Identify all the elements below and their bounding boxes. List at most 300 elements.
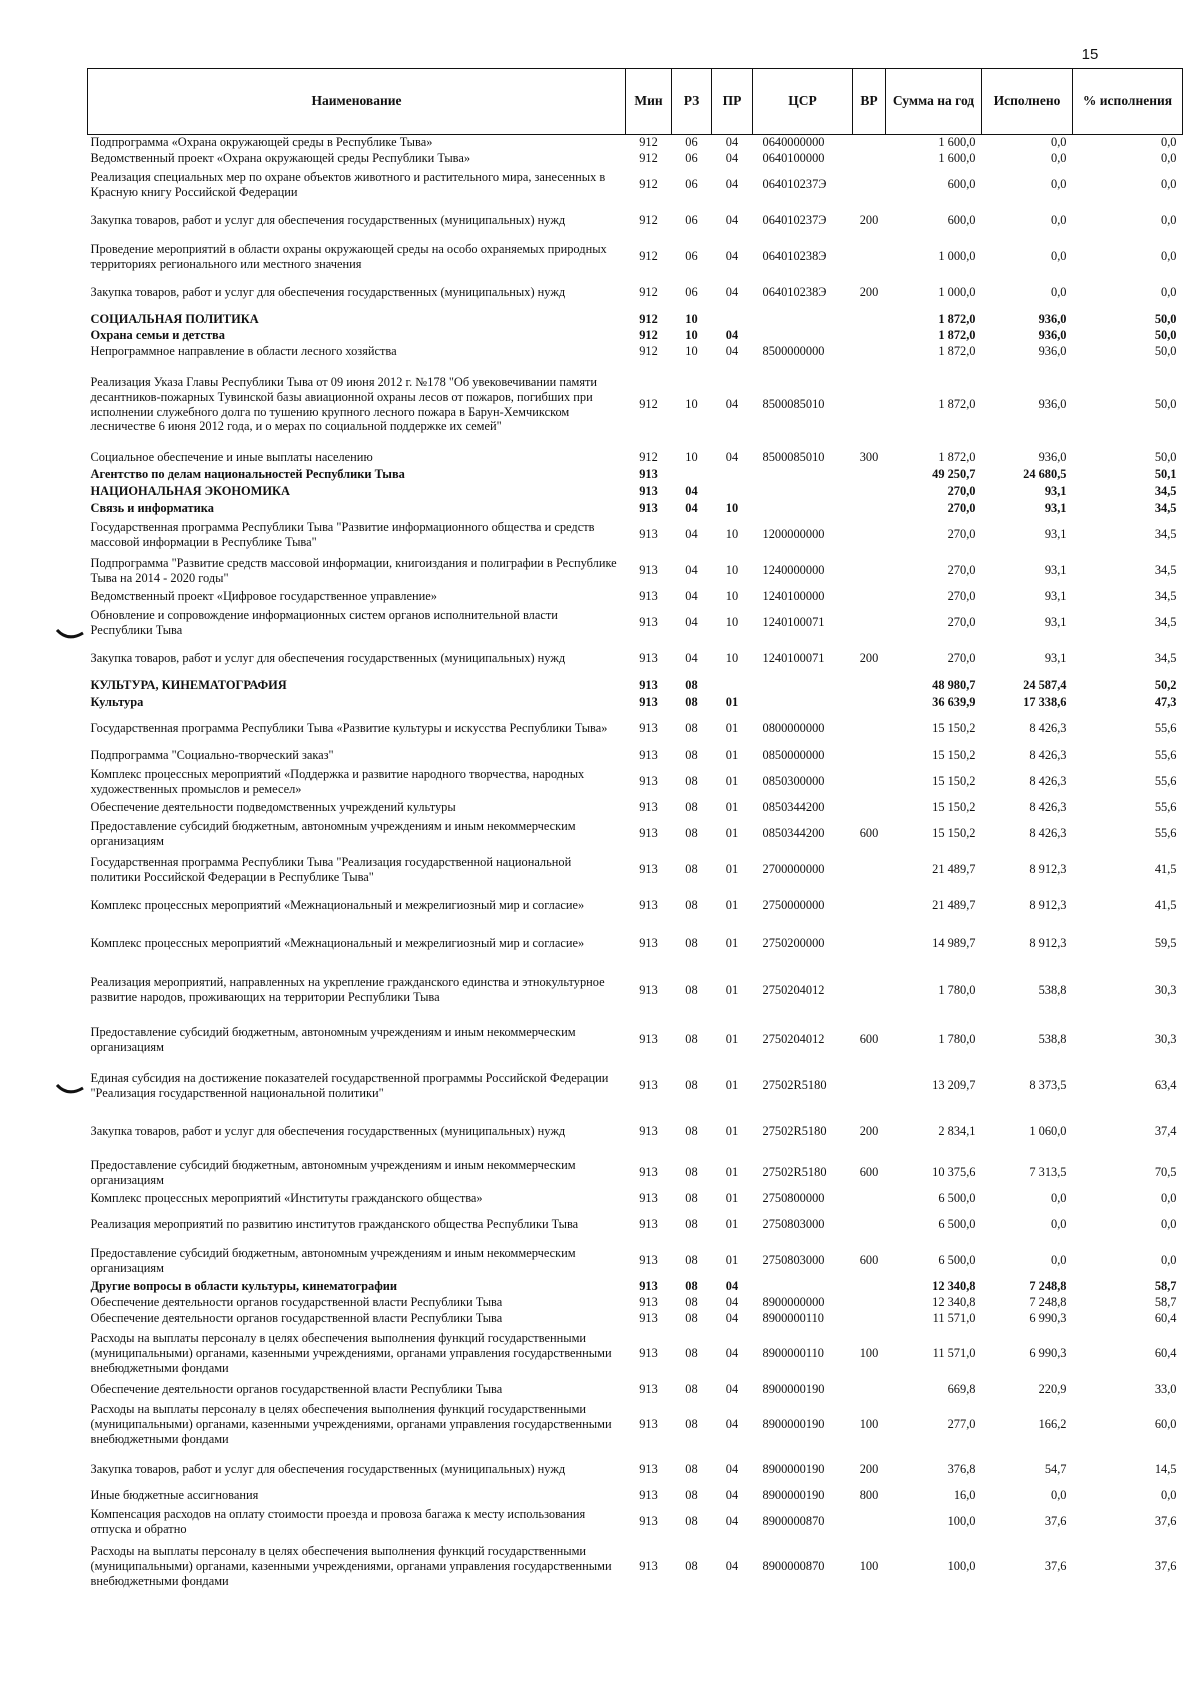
row-rz: 04 xyxy=(685,615,698,630)
row-done: 6 990,3 xyxy=(1029,1311,1067,1326)
row-pr: 04 xyxy=(725,450,739,465)
row-csr xyxy=(753,677,853,694)
row-done: 0,0 xyxy=(1051,249,1067,264)
row-percent: 59,5 xyxy=(1154,936,1177,951)
row-name: Закупка товаров, работ и услуг для обеспечения государственных (муниципальных) нужд xyxy=(90,1124,566,1139)
row-vr xyxy=(853,1504,886,1540)
row-vr xyxy=(853,605,886,641)
row-vr: 300 xyxy=(859,450,879,465)
row-vr xyxy=(853,964,886,1017)
row-vr xyxy=(853,135,886,151)
row-rz: 08 xyxy=(685,1559,698,1574)
row-min: 913 xyxy=(639,1165,658,1180)
row-percent: 50,0 xyxy=(1154,328,1177,343)
row-min: 913 xyxy=(639,563,658,578)
row-vr xyxy=(853,589,886,605)
row-done: 7 313,5 xyxy=(1029,1165,1067,1180)
row-rz: 04 xyxy=(685,589,698,604)
row-name: Культура xyxy=(90,694,144,709)
row-pr xyxy=(712,677,753,694)
row-sum: 1 872,0 xyxy=(938,344,976,359)
row-rz: 06 xyxy=(685,213,698,228)
table-row xyxy=(88,1063,1183,1109)
row-csr: 8900000190 xyxy=(762,1462,825,1477)
row-min: 913 xyxy=(639,677,658,692)
row-done: 936,0 xyxy=(1038,328,1067,343)
row-min: 913 xyxy=(639,1191,658,1206)
row-vr xyxy=(853,553,886,589)
row-name: Государственная программа Республики Тыва "Развитие информационного общества и средств массовой информации в Республике Тыва" xyxy=(90,519,595,549)
row-csr: 0640000000 xyxy=(762,135,825,150)
header-pr: ПР xyxy=(712,69,753,135)
row-name: Реализация мероприятий, направленных на укрепление гражданского единства и этнокультурное развитие народов, проживающих на территории Республики Тыва xyxy=(90,975,605,1004)
row-name: Расходы на выплаты персоналу в целях обеспечения выполнения функций государственными (муниципальными) органами, казенными учреждениями, органами управления государственными внебюджетными фондами xyxy=(90,1331,612,1375)
row-min: 913 xyxy=(639,1032,658,1047)
row-csr: 8900000190 xyxy=(762,1381,825,1396)
row-min: 913 xyxy=(639,615,658,630)
row-name: Ведомственный проект «Цифровое государственное управление» xyxy=(90,589,437,604)
row-sum: 49 250,7 xyxy=(932,466,976,481)
row-min: 913 xyxy=(639,1217,658,1232)
row-rz: 08 xyxy=(685,1381,698,1396)
row-sum: 6 500,0 xyxy=(938,1253,976,1268)
row-min: 913 xyxy=(639,500,658,515)
table-row xyxy=(88,517,1183,553)
row-min: 912 xyxy=(639,397,658,412)
row-min: 912 xyxy=(639,213,658,228)
row-sum: 6 500,0 xyxy=(938,1217,976,1232)
row-rz: 06 xyxy=(685,135,698,150)
row-sum: 270,0 xyxy=(947,500,976,515)
row-pr: 10 xyxy=(725,500,739,515)
row-rz: 08 xyxy=(685,1462,698,1477)
row-vr xyxy=(853,1381,886,1398)
table-row xyxy=(88,500,1183,517)
row-name: Подпрограмма "Развитие средств массовой информации, книгоиздания и полиграфии в Республике Тыва на 2014 - 2020 годы" xyxy=(90,555,617,585)
header-min: Мин xyxy=(626,69,672,135)
row-vr xyxy=(853,1295,886,1311)
row-sum: 1 600,0 xyxy=(938,135,976,150)
row-rz: 08 xyxy=(685,1279,698,1294)
row-name: Предоставление субсидий бюджетным, автономным учреждениям и иным некоммерческим организациям xyxy=(90,1245,576,1275)
row-min: 913 xyxy=(639,800,658,815)
row-pr: 04 xyxy=(725,1381,739,1396)
row-percent: 34,5 xyxy=(1154,589,1177,604)
row-csr: 0850000000 xyxy=(762,747,825,762)
row-min: 913 xyxy=(639,1295,658,1310)
row-sum: 100,0 xyxy=(947,1559,976,1574)
row-sum: 16,0 xyxy=(953,1488,976,1503)
margin-tick-mark xyxy=(56,1083,84,1097)
table-row xyxy=(88,641,1183,677)
row-rz: 10 xyxy=(685,328,698,343)
row-min: 913 xyxy=(639,483,658,498)
row-sum: 1 780,0 xyxy=(938,1032,976,1047)
row-rz: 08 xyxy=(685,936,698,951)
row-rz: 04 xyxy=(685,651,698,666)
row-csr xyxy=(753,483,853,500)
row-percent: 34,5 xyxy=(1154,483,1177,498)
row-rz: 08 xyxy=(685,1514,698,1529)
row-vr: 200 xyxy=(859,1124,879,1139)
row-csr xyxy=(753,1279,853,1295)
row-name: Комплекс процессных мероприятий «Институты гражданского общества» xyxy=(90,1191,483,1206)
row-percent: 50,0 xyxy=(1154,450,1177,465)
row-csr: 8900000190 xyxy=(762,1488,825,1503)
row-pr: 04 xyxy=(725,397,739,412)
row-vr xyxy=(853,677,886,694)
row-percent: 63,4 xyxy=(1154,1078,1177,1093)
row-csr: 1240000000 xyxy=(762,563,825,578)
row-pr: 01 xyxy=(725,774,739,789)
row-pr: 04 xyxy=(725,328,739,343)
row-sum: 270,0 xyxy=(947,589,976,604)
row-csr: 27502R5180 xyxy=(762,1078,827,1093)
row-name: Другие вопросы в области культуры, кинематографии xyxy=(90,1279,398,1294)
row-csr: 0800000000 xyxy=(762,721,825,736)
row-csr: 2750000000 xyxy=(762,898,825,913)
row-pr: 10 xyxy=(725,589,739,604)
row-pr: 01 xyxy=(725,936,739,951)
row-done: 166,2 xyxy=(1038,1417,1067,1432)
row-pr: 01 xyxy=(725,898,739,913)
row-vr: 200 xyxy=(859,1462,879,1477)
row-vr xyxy=(853,694,886,711)
row-min: 913 xyxy=(639,1488,658,1503)
header-percent: % исполнения xyxy=(1073,69,1183,135)
row-percent: 50,0 xyxy=(1154,397,1177,412)
table-row xyxy=(88,344,1183,360)
row-min: 913 xyxy=(639,1124,658,1139)
row-name: Проведение мероприятий в области охраны окружающей среды на особо охраняемых природных территориях регионального или местного значения xyxy=(90,241,607,271)
row-percent: 50,0 xyxy=(1154,311,1177,326)
row-done: 0,0 xyxy=(1051,1217,1067,1232)
table-row xyxy=(88,747,1183,764)
row-name: Обновление и сопровождение информационных систем органов исполнительной власти Республики Тыва xyxy=(90,607,558,637)
row-name: Государственная программа Республики Тыва «Развитие культуры и искусства Республики Тыва» xyxy=(90,721,608,736)
row-csr: 8500000000 xyxy=(762,344,825,359)
row-percent: 50,2 xyxy=(1154,677,1177,692)
row-csr: 0850300000 xyxy=(762,774,825,789)
row-csr: 8500085010 xyxy=(762,397,825,412)
row-csr: 064010238Э xyxy=(762,285,827,300)
row-sum: 100,0 xyxy=(947,1514,976,1529)
row-min: 912 xyxy=(639,344,658,359)
row-pr: 01 xyxy=(725,1078,739,1093)
table-body xyxy=(88,135,1183,1594)
table-row xyxy=(88,450,1183,466)
row-sum: 376,8 xyxy=(947,1462,976,1477)
row-pr: 04 xyxy=(725,1311,739,1326)
row-csr xyxy=(753,500,853,517)
row-name: Расходы на выплаты персоналу в целях обеспечения выполнения функций государственными (муниципальными) органами, казенными учреждениями, органами управления государственными внебюджетными фондами xyxy=(90,1544,612,1588)
row-pr: 01 xyxy=(725,1124,739,1139)
row-rz: 04 xyxy=(685,527,698,542)
row-percent: 55,6 xyxy=(1154,774,1177,789)
row-vr: 600 xyxy=(859,1253,879,1268)
row-done: 1 060,0 xyxy=(1029,1124,1067,1139)
row-percent: 30,3 xyxy=(1154,982,1177,997)
table-row xyxy=(88,800,1183,816)
table-row xyxy=(88,924,1183,964)
row-csr: 0850344200 xyxy=(762,826,825,841)
row-name: Охрана семьи и детства xyxy=(90,328,225,343)
row-percent: 0,0 xyxy=(1161,135,1177,150)
table-row xyxy=(88,483,1183,500)
row-sum: 21 489,7 xyxy=(932,898,976,913)
row-csr: 2750204012 xyxy=(762,982,825,997)
row-done: 8 912,3 xyxy=(1029,862,1067,877)
row-percent: 0,0 xyxy=(1161,213,1177,228)
row-min: 912 xyxy=(639,135,658,150)
table-row xyxy=(88,1327,1183,1381)
row-percent: 14,5 xyxy=(1154,1462,1177,1477)
row-percent: 37,6 xyxy=(1154,1514,1177,1529)
row-done: 93,1 xyxy=(1044,500,1067,515)
row-rz: 08 xyxy=(685,1295,698,1310)
row-done: 936,0 xyxy=(1038,344,1067,359)
header-vr: ВР xyxy=(853,69,886,135)
row-csr: 8900000870 xyxy=(762,1514,825,1529)
row-vr: 100 xyxy=(859,1346,879,1361)
row-percent: 34,5 xyxy=(1154,527,1177,542)
row-rz xyxy=(672,466,712,483)
row-pr xyxy=(712,483,753,500)
row-pr: 01 xyxy=(725,1032,739,1047)
row-rz: 06 xyxy=(685,285,698,300)
row-done: 54,7 xyxy=(1044,1462,1067,1477)
row-pr: 04 xyxy=(725,344,739,359)
table-row xyxy=(88,553,1183,589)
row-pr: 01 xyxy=(725,862,739,877)
row-min: 913 xyxy=(639,527,658,542)
row-min: 913 xyxy=(639,1346,658,1361)
row-min: 913 xyxy=(639,936,658,951)
row-min: 912 xyxy=(639,285,658,300)
row-min: 912 xyxy=(639,177,658,192)
row-vr xyxy=(853,852,886,888)
row-name: Ведомственный проект «Охрана окружающей среды Республики Тыва» xyxy=(90,151,471,166)
row-vr xyxy=(853,747,886,764)
row-pr: 04 xyxy=(725,135,739,150)
table-row xyxy=(88,964,1183,1017)
table-row xyxy=(88,1452,1183,1488)
row-name: Закупка товаров, работ и услуг для обеспечения государственных (муниципальных) нужд xyxy=(90,285,566,300)
row-min: 913 xyxy=(639,1381,658,1396)
row-csr: 8900000110 xyxy=(762,1311,824,1326)
row-pr: 04 xyxy=(725,1514,739,1529)
table-row xyxy=(88,151,1183,167)
row-rz: 04 xyxy=(685,563,698,578)
row-rz: 08 xyxy=(685,982,698,997)
row-vr xyxy=(853,328,886,344)
row-rz: 10 xyxy=(685,397,698,412)
row-min: 912 xyxy=(639,249,658,264)
row-name: Единая субсидия на достижение показателей государственной программы Российской Федерации "Реализация государственной национальной политики" xyxy=(90,1070,609,1100)
row-vr: 200 xyxy=(859,285,879,300)
row-vr xyxy=(853,466,886,483)
row-percent: 41,5 xyxy=(1154,862,1177,877)
row-rz: 10 xyxy=(685,450,698,465)
page-number: 15 xyxy=(1081,46,1099,63)
row-sum: 1 872,0 xyxy=(938,450,976,465)
row-name: СОЦИАЛЬНАЯ ПОЛИТИКА xyxy=(90,311,259,326)
row-vr xyxy=(853,360,886,450)
row-pr: 01 xyxy=(725,826,739,841)
row-min: 913 xyxy=(639,1253,658,1268)
table-row xyxy=(88,605,1183,641)
table-row xyxy=(88,711,1183,747)
table-row xyxy=(88,1191,1183,1207)
row-pr: 01 xyxy=(725,694,739,709)
row-sum: 1 000,0 xyxy=(938,285,976,300)
row-sum: 15 150,2 xyxy=(932,747,976,762)
row-rz: 08 xyxy=(685,1311,698,1326)
row-pr: 01 xyxy=(725,1253,739,1268)
row-percent: 30,3 xyxy=(1154,1032,1177,1047)
row-done: 0,0 xyxy=(1051,285,1067,300)
row-name: НАЦИОНАЛЬНАЯ ЭКОНОМИКА xyxy=(90,483,290,498)
row-csr: 27502R5180 xyxy=(762,1124,827,1139)
row-pr xyxy=(712,311,753,328)
row-done: 0,0 xyxy=(1051,1488,1067,1503)
row-done: 936,0 xyxy=(1038,397,1067,412)
row-rz: 08 xyxy=(685,862,698,877)
table-row xyxy=(88,466,1183,483)
row-min: 913 xyxy=(639,721,658,736)
row-vr xyxy=(853,1311,886,1327)
row-min: 913 xyxy=(639,694,658,709)
row-vr xyxy=(853,764,886,800)
row-done: 936,0 xyxy=(1038,311,1067,326)
row-sum: 270,0 xyxy=(947,615,976,630)
row-percent: 34,5 xyxy=(1154,615,1177,630)
row-min: 912 xyxy=(639,328,658,343)
row-csr: 2750803000 xyxy=(762,1253,825,1268)
row-vr: 600 xyxy=(859,1032,879,1047)
row-sum: 600,0 xyxy=(947,213,976,228)
row-vr xyxy=(853,1207,886,1243)
row-pr xyxy=(712,466,753,483)
row-vr: 100 xyxy=(859,1417,879,1432)
row-percent: 55,6 xyxy=(1154,800,1177,815)
row-name: Комплекс процессных мероприятий «Межнациональный и межрелигиозный мир и согласие» xyxy=(90,898,585,913)
header-name: Наименование xyxy=(88,69,626,135)
row-min: 912 xyxy=(639,151,658,166)
row-rz: 08 xyxy=(685,1346,698,1361)
row-name: Обеспечение деятельности органов государственной власти Республики Тыва xyxy=(90,1295,503,1310)
row-min: 913 xyxy=(639,1417,658,1432)
row-pr: 01 xyxy=(725,982,739,997)
row-done: 8 426,3 xyxy=(1029,826,1067,841)
row-pr: 04 xyxy=(725,1462,739,1477)
row-csr xyxy=(753,466,853,483)
row-sum: 12 340,8 xyxy=(932,1279,976,1294)
row-min: 913 xyxy=(639,982,658,997)
row-rz: 08 xyxy=(685,1217,698,1232)
row-sum: 21 489,7 xyxy=(932,862,976,877)
row-csr: 2750803000 xyxy=(762,1217,825,1232)
row-min: 913 xyxy=(639,589,658,604)
row-csr: 8900000870 xyxy=(762,1559,825,1574)
row-done: 8 373,5 xyxy=(1029,1078,1067,1093)
row-pr: 04 xyxy=(725,1417,739,1432)
row-sum: 1 872,0 xyxy=(938,397,976,412)
row-sum: 669,8 xyxy=(947,1381,976,1396)
row-done: 8 426,3 xyxy=(1029,747,1067,762)
row-min: 912 xyxy=(639,311,658,326)
row-percent: 55,6 xyxy=(1154,747,1177,762)
row-name: Предоставление субсидий бюджетным, автономным учреждениям и иным некоммерческим организациям xyxy=(90,1157,576,1187)
row-done: 0,0 xyxy=(1051,151,1067,166)
row-pr: 01 xyxy=(725,747,739,762)
row-name: Закупка товаров, работ и услуг для обеспечения государственных (муниципальных) нужд xyxy=(90,651,566,666)
row-pr: 01 xyxy=(725,721,739,736)
row-rz: 08 xyxy=(685,747,698,762)
row-rz: 08 xyxy=(685,1253,698,1268)
row-vr: 200 xyxy=(859,651,879,666)
row-min: 913 xyxy=(639,774,658,789)
table-row xyxy=(88,764,1183,800)
row-sum: 6 500,0 xyxy=(938,1191,976,1206)
table-row xyxy=(88,203,1183,239)
row-sum: 2 834,1 xyxy=(938,1124,976,1139)
row-done: 0,0 xyxy=(1051,135,1067,150)
row-pr: 04 xyxy=(725,1559,739,1574)
row-done: 8 426,3 xyxy=(1029,774,1067,789)
row-vr xyxy=(853,151,886,167)
table-row xyxy=(88,694,1183,711)
row-vr xyxy=(853,1063,886,1109)
row-sum: 15 150,2 xyxy=(932,800,976,815)
row-pr: 04 xyxy=(725,177,739,192)
row-rz: 08 xyxy=(685,1124,698,1139)
row-name: Комплекс процессных мероприятий «Межнациональный и межрелигиозный мир и согласие» xyxy=(90,936,585,951)
row-csr: 0850344200 xyxy=(762,800,825,815)
row-pr: 04 xyxy=(725,1346,739,1361)
row-vr xyxy=(853,344,886,360)
row-done: 37,6 xyxy=(1044,1514,1067,1529)
row-done: 8 426,3 xyxy=(1029,800,1067,815)
row-rz: 08 xyxy=(685,1488,698,1503)
row-done: 24 587,4 xyxy=(1023,677,1067,692)
row-min: 913 xyxy=(639,826,658,841)
row-csr: 2750204012 xyxy=(762,1032,825,1047)
row-done: 93,1 xyxy=(1044,615,1067,630)
row-done: 17 338,6 xyxy=(1023,694,1067,709)
row-min: 913 xyxy=(639,1462,658,1477)
row-pr: 04 xyxy=(725,1488,739,1503)
row-csr xyxy=(753,311,853,328)
row-pr: 01 xyxy=(725,1191,739,1206)
row-percent: 0,0 xyxy=(1161,249,1177,264)
table-row xyxy=(88,275,1183,311)
row-sum: 1 872,0 xyxy=(938,311,976,326)
row-csr: 8900000000 xyxy=(762,1295,825,1310)
row-min: 913 xyxy=(639,651,658,666)
row-sum: 600,0 xyxy=(947,177,976,192)
row-name: Расходы на выплаты персоналу в целях обеспечения выполнения функций государственными (муниципальными) органами, казенными учреждениями, органами управления государственными внебюджетными фондами xyxy=(90,1402,612,1446)
row-done: 0,0 xyxy=(1051,177,1067,192)
row-percent: 50,1 xyxy=(1154,466,1177,481)
table-row xyxy=(88,360,1183,450)
row-rz: 04 xyxy=(685,500,698,515)
row-done: 93,1 xyxy=(1044,651,1067,666)
table-row xyxy=(88,1540,1183,1594)
row-done: 7 248,8 xyxy=(1029,1279,1067,1294)
row-percent: 58,7 xyxy=(1154,1295,1177,1310)
row-percent: 0,0 xyxy=(1161,1191,1177,1206)
